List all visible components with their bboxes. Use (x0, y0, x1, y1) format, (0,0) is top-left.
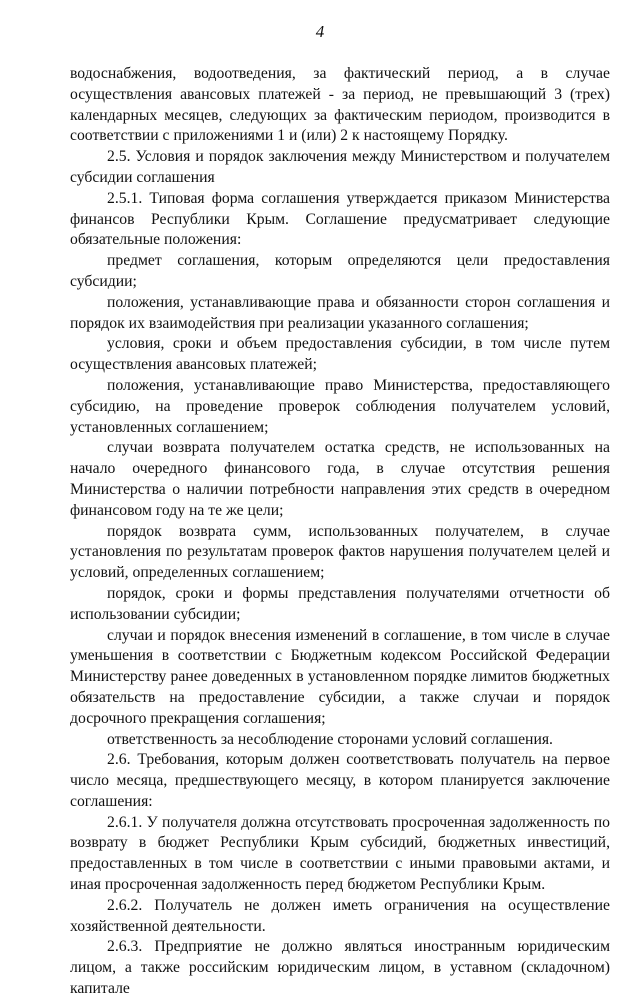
page-number: 4 (315, 22, 325, 41)
list-item-conditions: условия, сроки и объем предоставления субсидии, в том числе путем осуществления авансовых платежей; (70, 335, 610, 374)
paragraph-2-6-1: 2.6.1. У получателя должна отсутствовать просроченная задолженность по возврату в бюджет Республики Крым субсидий, бюджетных инвестиций, предоставленных в том числе в соответствии с иными правовыми актами, и иная просроченная задолженность перед бюджетом Республики Крым. (70, 813, 610, 894)
list-item-amendments: случаи и порядок внесения изменений в соглашение, в том числе в случае уменьшения в соответствии с Бюджетным кодексом Российской Федерации Министерству ранее доведенных в установленном порядке лимитов бюджетных обязательств на предоставление субсидии, а также случаи и порядок досрочного прекращения соглашения; (70, 626, 610, 727)
list-item-rights: положения, устанавливающие права и обязанности сторон соглашения и порядок их взаимодействия при реализации указанного соглашения; (70, 293, 610, 332)
paragraph-2-5-1: 2.5.1. Типовая форма соглашения утверждается приказом Министерства финансов Республики Крым. Соглашение предусматривает следующие обязательные положения: (70, 189, 610, 249)
section-heading-2-5: 2.5. Условия и порядок заключения между Министерством и получателем субсидии соглашения (70, 148, 610, 186)
paragraph-continuation: водоснабжения, водоотведения, за фактический период, а в случае осуществления авансовых платежей - за период, не превышающий 3 (трех) календарных месяцев, следующих за фактическим периодом, производится в соответствии с приложениями 1 и (или) 2 к настоящему Порядку. (70, 65, 610, 145)
section-heading-2-6: 2.6. Требования, которым должен соответствовать получатель на первое число месяца, предшествующего месяцу, в котором планируется заключение соглашения: (70, 751, 610, 810)
list-item-subject: предмет соглашения, которым определяются цели предоставления субсидии; (70, 252, 610, 290)
list-item-balance-return: случаи возврата получателем остатка средств, не использованных на начало очередного финансового года, в случае отсутствия решения Министерства о наличии потребности направления этих средств в очередном финансовом году на те же цели; (70, 439, 610, 519)
list-item-inspections: положения, устанавливающие право Министерства, предоставляющего субсидию, на проведение проверок соблюдения получателем условий, установленных соглашением; (70, 376, 610, 436)
paragraph-2-6-3: 2.6.3. Предприятие не должно являться иностранным юридическим лицом, а также российским юридическим лицом, в уставном (складочном) капитале (70, 938, 610, 998)
document-body (70, 64, 610, 1000)
list-item-liability: ответственность за несоблюдение сторонами условий соглашения. (107, 730, 553, 748)
list-item-sum-return: порядок возврата сумм, использованных получателем, в случае установления по результатам проверок фактов нарушения получателем целей и условий, определенных соглашением; (70, 522, 610, 582)
list-item-reporting: порядок, сроки и формы представления получателями отчетности об использовании субсидии; (70, 584, 610, 623)
paragraph-2-6-2: 2.6.2. Получатель не должен иметь ограничения на осуществление хозяйственной деятельности. (70, 896, 610, 935)
